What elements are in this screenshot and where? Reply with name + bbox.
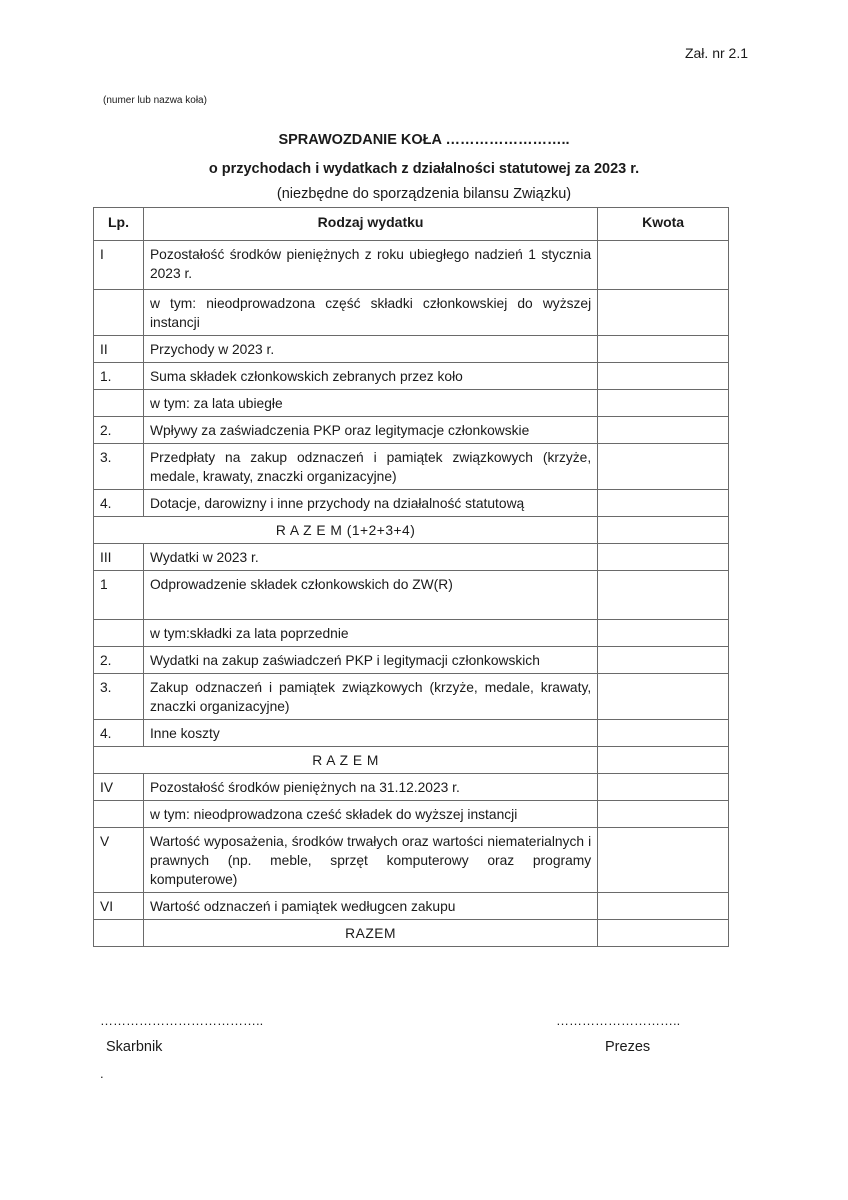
row-amount-cell[interactable]: [598, 241, 729, 290]
table-total-row: [94, 517, 729, 544]
row-description: Inne koszty: [143, 720, 597, 747]
row-amount-cell[interactable]: [598, 444, 729, 490]
report-title: SPRAWOZDANIE KOŁA ……………………..: [278, 132, 570, 148]
row-amount-cell[interactable]: [598, 801, 729, 828]
table-row: [94, 774, 729, 801]
row-lp: VI: [94, 893, 144, 920]
treasurer-signature-line[interactable]: ………………………………..: [100, 1013, 264, 1028]
row-lp: [94, 920, 144, 947]
table-total-row: [94, 920, 729, 947]
table-row: [94, 720, 729, 747]
row-amount-cell[interactable]: [598, 774, 729, 801]
row-lp: [94, 801, 144, 828]
row-lp: 4.: [94, 490, 144, 517]
row-description: Przedpłaty na zakup odznaczeń i pamiątek związkowych (krzyże, medale, krawaty, znaczki organizacyjne): [143, 444, 597, 490]
table-row: [94, 801, 729, 828]
row-lp: 1: [94, 571, 144, 620]
report-note: (niezbędne do sporządzenia bilansu Związku): [276, 186, 572, 202]
row-lp: 3.: [94, 444, 144, 490]
row-amount-cell[interactable]: [598, 674, 729, 720]
stray-mark: .: [100, 1066, 104, 1081]
table-row: [94, 390, 729, 417]
table-row: [94, 490, 729, 517]
row-description: Wartość wyposażenia, środków trwałych oraz wartości niematerialnych i prawnych (np. meble, sprzęt komputerowy oraz programy komputerowe): [143, 828, 597, 893]
table-row: [94, 544, 729, 571]
row-description: w tym:składki za lata poprzednie: [143, 620, 597, 647]
row-amount-cell[interactable]: [598, 920, 729, 947]
row-lp: [94, 290, 144, 336]
row-description: Wydatki na zakup zaświadczeń PKP i legitymacji członkowskich: [143, 647, 597, 674]
table-row: [94, 336, 729, 363]
row-description: Dotacje, darowizny i inne przychody na działalność statutową: [143, 490, 597, 517]
row-lp: 2.: [94, 417, 144, 444]
row-description: Wartość odznaczeń i pamiątek wedługcen zakupu: [143, 893, 597, 920]
row-amount-cell[interactable]: [598, 747, 729, 774]
row-lp: 1.: [94, 363, 144, 390]
final-total-label: RAZEM: [143, 920, 597, 947]
expenses-total-label: R A Z E M: [94, 747, 598, 774]
column-header-description: Rodzaj wydatku: [143, 208, 597, 241]
row-description: Przychody w 2023 r.: [143, 336, 597, 363]
table-row: [94, 363, 729, 390]
row-description: Wpływy za zaświadczenia PKP oraz legitymacje członkowskie: [143, 417, 597, 444]
row-description: w tym: za lata ubiegłe: [143, 390, 597, 417]
row-lp: I: [94, 241, 144, 290]
row-amount-cell[interactable]: [598, 490, 729, 517]
table-row: [94, 444, 729, 490]
row-amount-cell[interactable]: [598, 720, 729, 747]
row-lp: 2.: [94, 647, 144, 674]
report-table: [93, 207, 729, 947]
row-amount-cell[interactable]: [598, 893, 729, 920]
row-description: Wydatki w 2023 r.: [143, 544, 597, 571]
row-amount-cell[interactable]: [598, 620, 729, 647]
row-lp: 3.: [94, 674, 144, 720]
row-description: w tym: nieodprowadzona część składki członkowskiej do wyższej instancji: [143, 290, 597, 336]
table-total-row: [94, 747, 729, 774]
table-row: [94, 647, 729, 674]
row-amount-cell[interactable]: [598, 647, 729, 674]
row-lp: IV: [94, 774, 144, 801]
income-total-label: R A Z E M (1+2+3+4): [94, 517, 598, 544]
row-amount-cell[interactable]: [598, 290, 729, 336]
row-amount-cell[interactable]: [598, 417, 729, 444]
row-description: w tym: nieodprowadzona cześć składek do wyższej instancji: [143, 801, 597, 828]
row-lp: [94, 390, 144, 417]
row-description: Pozostałość środków pieniężnych z roku ubiegłego nadzień 1 stycznia 2023 r.: [143, 241, 597, 290]
row-description: Suma składek członkowskich zebranych przez koło: [143, 363, 597, 390]
row-amount-cell[interactable]: [598, 571, 729, 620]
row-amount-cell[interactable]: [598, 336, 729, 363]
row-lp: III: [94, 544, 144, 571]
row-amount-cell[interactable]: [598, 363, 729, 390]
table-row: [94, 571, 729, 620]
row-amount-cell[interactable]: [598, 544, 729, 571]
attachment-number: Zał. nr 2.1: [684, 45, 748, 61]
row-lp: II: [94, 336, 144, 363]
row-lp: [94, 620, 144, 647]
treasurer-label: Skarbnik: [106, 1039, 163, 1055]
row-amount-cell[interactable]: [598, 390, 729, 417]
report-subtitle: o przychodach i wydatkach z działalności statutowej za 2023 r.: [208, 161, 640, 177]
column-header-amount: Kwota: [598, 208, 729, 241]
row-description: Odprowadzenie składek członkowskich do ZW(R): [143, 571, 597, 620]
row-lp: V: [94, 828, 144, 893]
row-description: Zakup odznaczeń i pamiątek związkowych (krzyże, medale, krawaty, znaczki organizacyjne): [143, 674, 597, 720]
table-row: [94, 674, 729, 720]
row-description: Pozostałość środków pieniężnych na 31.12.2023 r.: [143, 774, 597, 801]
row-amount-cell[interactable]: [598, 828, 729, 893]
row-amount-cell[interactable]: [598, 517, 729, 544]
column-header-lp: Lp.: [94, 208, 144, 241]
table-row: [94, 290, 729, 336]
president-signature-line[interactable]: ………………………..: [556, 1013, 681, 1028]
row-lp: 4.: [94, 720, 144, 747]
table-row: [94, 241, 729, 290]
table-row: [94, 417, 729, 444]
table-header-row: [94, 208, 729, 241]
circle-name-hint: (numer lub nazwa koła): [103, 95, 207, 106]
table-row: [94, 620, 729, 647]
table-row: [94, 828, 729, 893]
table-row: [94, 893, 729, 920]
president-label: Prezes: [605, 1039, 651, 1055]
